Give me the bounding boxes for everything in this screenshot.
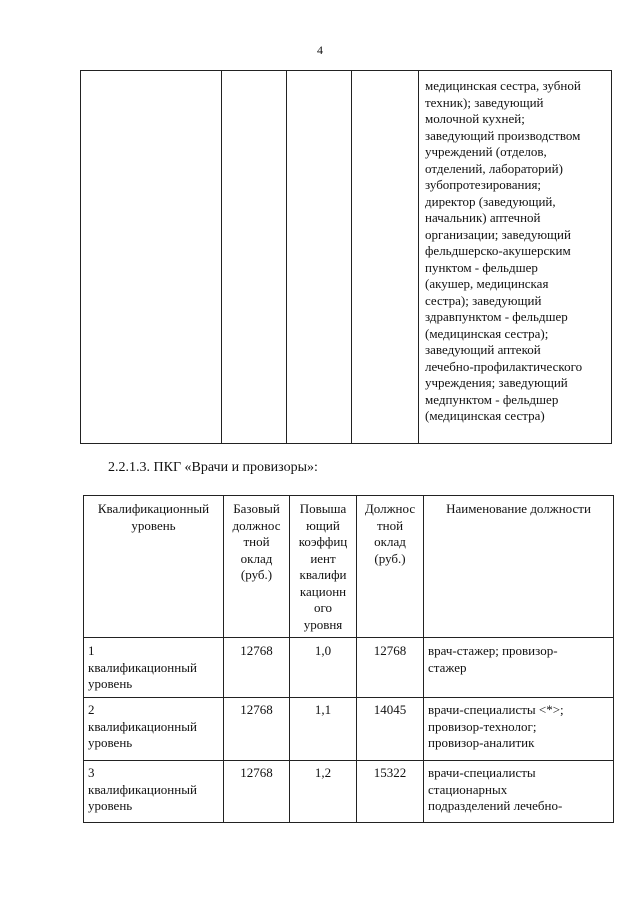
level-cell: 3 квалификационный уровень xyxy=(84,761,224,823)
coefficient-cell: 1,1 xyxy=(290,698,357,761)
text-line: организации; заведующий xyxy=(425,226,571,242)
coefficient-cell: 1,2 xyxy=(290,761,357,823)
salary-cell: 14045 xyxy=(357,698,424,761)
table-row xyxy=(81,71,612,444)
base-salary-cell: 12768 xyxy=(224,638,290,698)
text-line: (акушер, медицинская xyxy=(425,276,549,291)
table-row xyxy=(84,638,614,698)
header-base-salary: Базовый должнос тной оклад (руб.) xyxy=(224,496,290,638)
header-position-name: Наименование должности xyxy=(424,496,614,638)
text-line: учреждений (отделов, xyxy=(425,144,547,159)
base-salary-cell: 12768 xyxy=(224,761,290,823)
text-line: медицинская сестра, зубной xyxy=(425,78,581,93)
position-cell: врачи-специалисты стационарных подразделений лечебно- xyxy=(424,761,614,823)
text-line: заведующий аптекой xyxy=(425,342,541,357)
text-line: лечебно-профилактического xyxy=(425,358,583,374)
level-cell: 1 квалификационный уровень xyxy=(84,638,224,698)
header-qualification-level: Квалификационный уровень xyxy=(84,496,224,638)
text-line: заведующий производством xyxy=(425,127,581,143)
level-cell: 2 квалификационный уровень xyxy=(84,698,224,761)
text-line: фельдшерско-акушерским xyxy=(425,243,571,258)
text-line: молочной кухней; xyxy=(425,111,525,126)
table-cell-empty xyxy=(222,71,287,444)
text-line: зубопротезирования; xyxy=(425,177,542,192)
base-salary-cell: 12768 xyxy=(224,698,290,761)
position-cell: врач-стажер; провизор- стажер xyxy=(424,638,614,698)
text-line: (медицинская сестра); xyxy=(425,325,549,341)
table-row xyxy=(84,761,614,823)
position-cell: врачи-специалисты <*>; провизор-технолог; провизор-аналитик xyxy=(424,698,614,761)
salary-cell: 15322 xyxy=(357,761,424,823)
section-heading: 2.2.1.3. ПКГ «Врачи и провизоры»: xyxy=(108,460,318,475)
text-line: сестра); заведующий xyxy=(425,292,542,308)
text-line: техник); заведующий xyxy=(425,94,544,110)
coefficient-cell: 1,0 xyxy=(290,638,357,698)
text-line: (медицинская сестра) xyxy=(425,408,545,423)
table-cell-empty xyxy=(287,71,352,444)
header-salary: Должнос тной оклад (руб.) xyxy=(357,496,424,638)
position-names-cell xyxy=(419,71,612,444)
page-number: 4 xyxy=(317,43,323,57)
continued-table xyxy=(80,70,612,444)
text-line: отделений, лабораторий) xyxy=(425,160,563,176)
text-line: пунктом - фельдшер xyxy=(425,259,538,275)
table-header-row xyxy=(84,496,614,638)
text-line: здравпунктом - фельдшер xyxy=(425,309,568,324)
text-line: директор (заведующий, xyxy=(425,193,556,209)
salary-table xyxy=(83,495,614,823)
table-cell-empty xyxy=(81,71,222,444)
text-line: начальник) аптечной xyxy=(425,210,541,225)
table-row xyxy=(84,698,614,761)
table-cell-empty xyxy=(352,71,419,444)
salary-cell: 12768 xyxy=(357,638,424,698)
header-coefficient: Повыша ющий коэффиц иент квалифи кационн ого уровня xyxy=(290,496,357,638)
text-line: медпунктом - фельдшер xyxy=(425,391,559,407)
text-line: учреждения; заведующий xyxy=(425,375,568,390)
